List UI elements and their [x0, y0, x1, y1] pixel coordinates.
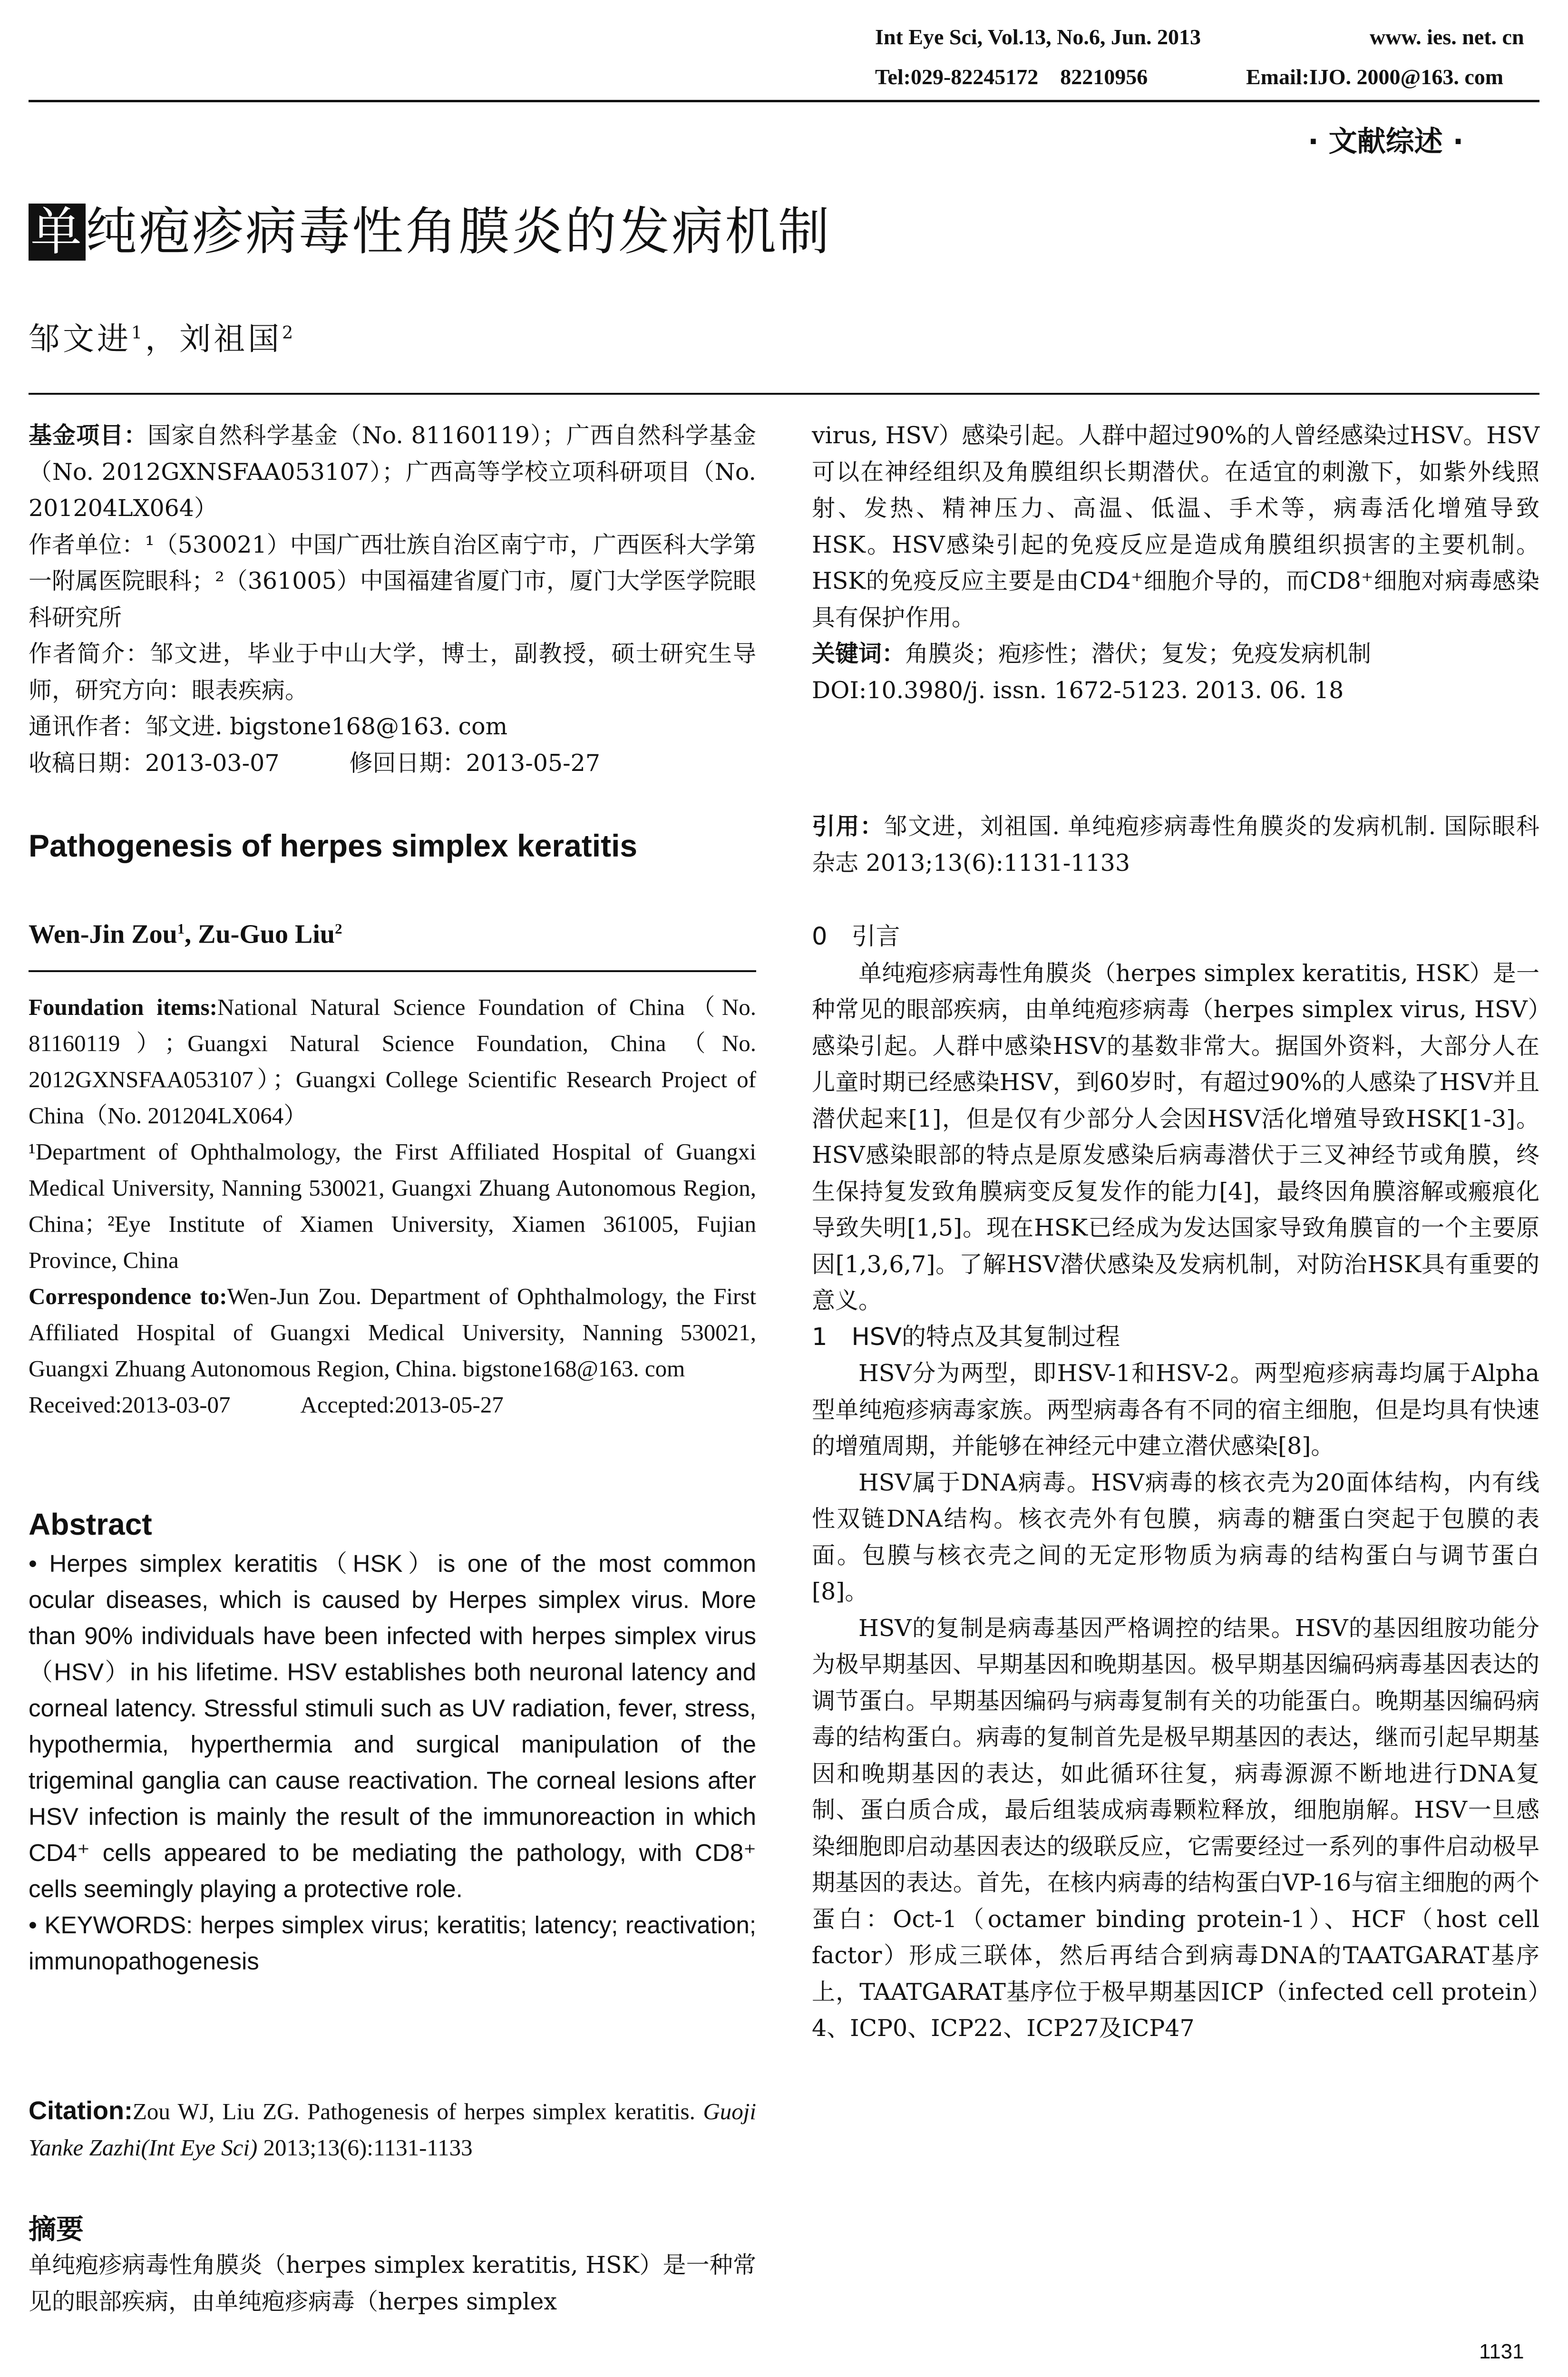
doi: DOI:10.3980/j. issn. 1672-5123. 2013. 06. 18: [812, 676, 1344, 704]
hsv-types-paragraph: HSV分为两型，即HSV-1和HSV-2。两型疱疹病毒均属于Alpha型单纯疱疹病毒家族。两型病毒各有不同的宿主细胞，但是均具有快速的增殖周期，并能够在神经元中建立潜伏感染[8]。: [812, 1360, 1539, 1460]
zh-keywords: 关键词：角膜炎；疱疹性；潜伏；复发；免疫发病机制: [812, 640, 1372, 667]
author-1-cn: 邹文进: [29, 321, 131, 357]
en-citation: Citation:Zou WJ, Liu ZG. Pathogenesis of herpes simplex keratitis. Guoji Yanke Zazhi(Int Eye Sci) 2013;13(6):1131-1133: [29, 2096, 756, 2161]
title-text: 纯疱疹病毒性角膜炎的发病机制: [86, 202, 832, 262]
cn-foundation: 基金项目：国家自然科学基金（No. 81160119）；广西自然科学基金（No. 2012GXNSFAA053107）；广西高等学校立项科研项目（No. 201204LX064）: [29, 422, 756, 522]
page-title: [29, 204, 831, 261]
cn-bio: 作者简介：邹文进，毕业于中山大学，博士，副教授，硕士研究生导师，研究方向：眼表疾病。: [29, 640, 756, 704]
en-foundation: Foundation items:National Natural Science Foundation of China（No. 81160119）；Guangxi Natural Science Foundation, China（No. 2012GXNSFAA053107）；Guangxi College Scientific Research Project of China（No. 201204LX064）: [29, 994, 756, 1129]
hsv-structure-paragraph: HSV属于DNA病毒。HSV病毒的核衣壳为20面体结构，内有线性双链DNA结构。核衣壳外有包膜，病毒的糖蛋白突起于包膜的表面。包膜与核衣壳之间的无定形物质为病毒的结构蛋白与调节蛋白[8]。: [812, 1469, 1539, 1605]
zh-abstract-cont: virus, HSV）感染引起。人群中超过90%的人曾经感染过HSV。HSV可以在神经组织及角膜组织长期潜伏。在适宜的刺激下，如紫外线照射、发热、精神压力、高温、低温、手术等，病毒活化增殖导致HSK。HSV感染引起的免疫反应是造成角膜组织损害的主要机制。HSK的免疫反应主要是由CD4⁺细胞介导的，而CD8⁺细胞对病毒感染具有保护作用。: [812, 422, 1539, 631]
zh-abstract-heading: 摘要: [29, 2213, 84, 2245]
cn-dates: 收稿日期：2013-03-07 修回日期：2013-05-27: [29, 749, 601, 777]
abstract-text: • Herpes simplex keratitis（HSK）is one of the most common ocular diseases, which is caused by Herpes simplex virus. More than 90% individuals have been infected with herpes simplex virus（HSV）in his lifetime. HSV establishes both neuronal latency and corneal latency. Stressful stimuli such as UV radiation, fever, stress, hypothermia, hyperthermia and surgical manipulation of the trigeminal ganglia can cause reactivation. The corneal lesions after HSV infection is mainly the result of the immunoreaction in which CD4⁺ cells appeared to be mediating the pathology, with CD8⁺ cells seemingly playing a protective role.: [29, 1550, 756, 1902]
page-number: 1131: [1479, 2340, 1524, 2363]
journal-phone: Tel:029-82245172 82210956: [875, 65, 1148, 89]
en-title: Pathogenesis of herpes simplex keratitis: [29, 828, 638, 863]
abstract-keywords: • KEYWORDS: herpes simplex virus; keratitis; latency; reactivation; immunopathogenesis: [29, 1911, 756, 1975]
en-authors: Wen-Jin Zou$^1$, Zu-Guo Liu$^2$: [29, 919, 342, 949]
section-1-heading: 1 HSV的特点及其复制过程: [812, 1323, 1120, 1351]
body-text: [812, 919, 1539, 2047]
author-2-cn: ，刘祖国: [145, 321, 282, 357]
abstract-block: [29, 1546, 756, 1979]
title-rule: [29, 393, 1539, 395]
cn-affiliation: 作者单位：¹（530021）中国广西壮族自治区南宁市，广西医科大学第一附属医院眼科；²（361005）中国福建省厦门市，厦门大学医学院眼科研究所: [29, 531, 756, 631]
en-meta-block: [29, 989, 756, 1423]
en-correspondence: Correspondence to:Wen-Jun Zou. Department of Ophthalmology, the First Affiliated Hospital of Guangxi Medical University, Nanning 530021, Guangxi Zhuang Autonomous Region, China. bigstone168@163. com: [29, 1283, 756, 1382]
title-drop-char: 单: [29, 204, 86, 261]
abstract-heading: Abstract: [29, 1507, 152, 1541]
right-abstract-block: [812, 418, 1539, 709]
intro-paragraph: 单纯疱疹病毒性角膜炎（herpes simplex keratitis, HSK）是一种常见的眼部疾病，由单纯疱疹病毒（herpes simplex virus, HSV）感染引起。人群中感染HSV的基数非常大。据国外资料，大部分人在儿童时期已经感染HSV，到60岁时，有超过90%的人感染了HSV并且潜伏起来[1]，但是仅有少部分人会因HSV活化增殖导致HSK[1-3]。HSV感染眼部的特点是原发感染后病毒潜伏于三叉神经节或角膜，终生保持复发致角膜病变反复发作的能力[4]，最终因角膜溶解或瘢痕化导致失明[1,5]。现在HSK已经成为发达国家导致角膜盲的一个主要原因[1,3,6,7]。了解HSV潜伏感染及发病机制，对防治HSK具有重要的意义。: [812, 959, 1539, 1314]
zh-citation-block: 引用：邹文进，刘祖国. 单纯疱疹病毒性角膜炎的发病机制. 国际眼科杂志 2013;13(6):1131-1133: [812, 813, 1539, 877]
en-affiliation: ¹Department of Ophthalmology, the First Affiliated Hospital of Guangxi Medical University, Nanning 530021, Guangxi Zhuang Autonomous Region, China；²Eye Institute of Xiamen University, Xiamen 361005, Fujian Province, China: [29, 1139, 756, 1273]
author-2-sup: 2: [282, 322, 296, 343]
author-1-sup: 1: [131, 322, 146, 343]
journal-website: www. ies. net. cn: [1370, 25, 1524, 49]
header-rule: [29, 100, 1539, 102]
cn-correspondence: 通讯作者：邹文进. bigstone168@163. com: [29, 713, 508, 740]
authors-cn: [29, 314, 296, 358]
zh-abstract-block: [29, 2247, 756, 2320]
section-0-heading: 0 引言: [812, 923, 900, 951]
journal-email: Email:IJO. 2000@163. com: [1246, 65, 1504, 89]
journal-line: Int Eye Sci, Vol.13, No.6, Jun. 2013: [875, 25, 1201, 49]
en-dates: Received:2013-03-07 Accepted:2013-05-27: [29, 1392, 504, 1418]
cn-meta-block: [29, 418, 756, 781]
zh-abstract-text: 单纯疱疹病毒性角膜炎（herpes simplex keratitis, HSK）是一种常见的眼部疾病，由单纯疱疹病毒（herpes simplex: [29, 2251, 756, 2315]
section-tag: · 文献综述 ·: [1308, 125, 1464, 158]
hsv-replication-paragraph: HSV的复制是病毒基因严格调控的结果。HSV的基因组胺功能分为极早期基因、早期基因和晚期基因。极早期基因编码病毒基因表达的调节蛋白。早期基因编码与病毒复制有关的功能蛋白。晚期基因编码病毒的结构蛋白。病毒的复制首先是极早期基因的表达，继而引起早期基因和晚期基因的表达，如此循环往复，病毒源源不断地进行DNA复制、蛋白质合成，最后组装成病毒颗粒释放，细胞崩解。HSV一旦感染细胞即启动基因表达的级联反应，它需要经过一系列的事件启动极早期基因的表达。首先，在核内病毒的结构蛋白VP-16与宿主细胞的两个蛋白：Oct-1（octamer binding protein-1）、HCF（host cell factor）形成三联体，然后再结合到病毒DNA的TAATGARAT基序上，TAATGARAT基序位于极早期基因ICP（infected cell protein）4、ICP0、ICP22、ICP27及ICP47: [812, 1614, 1539, 2042]
en-rule: [29, 970, 756, 972]
